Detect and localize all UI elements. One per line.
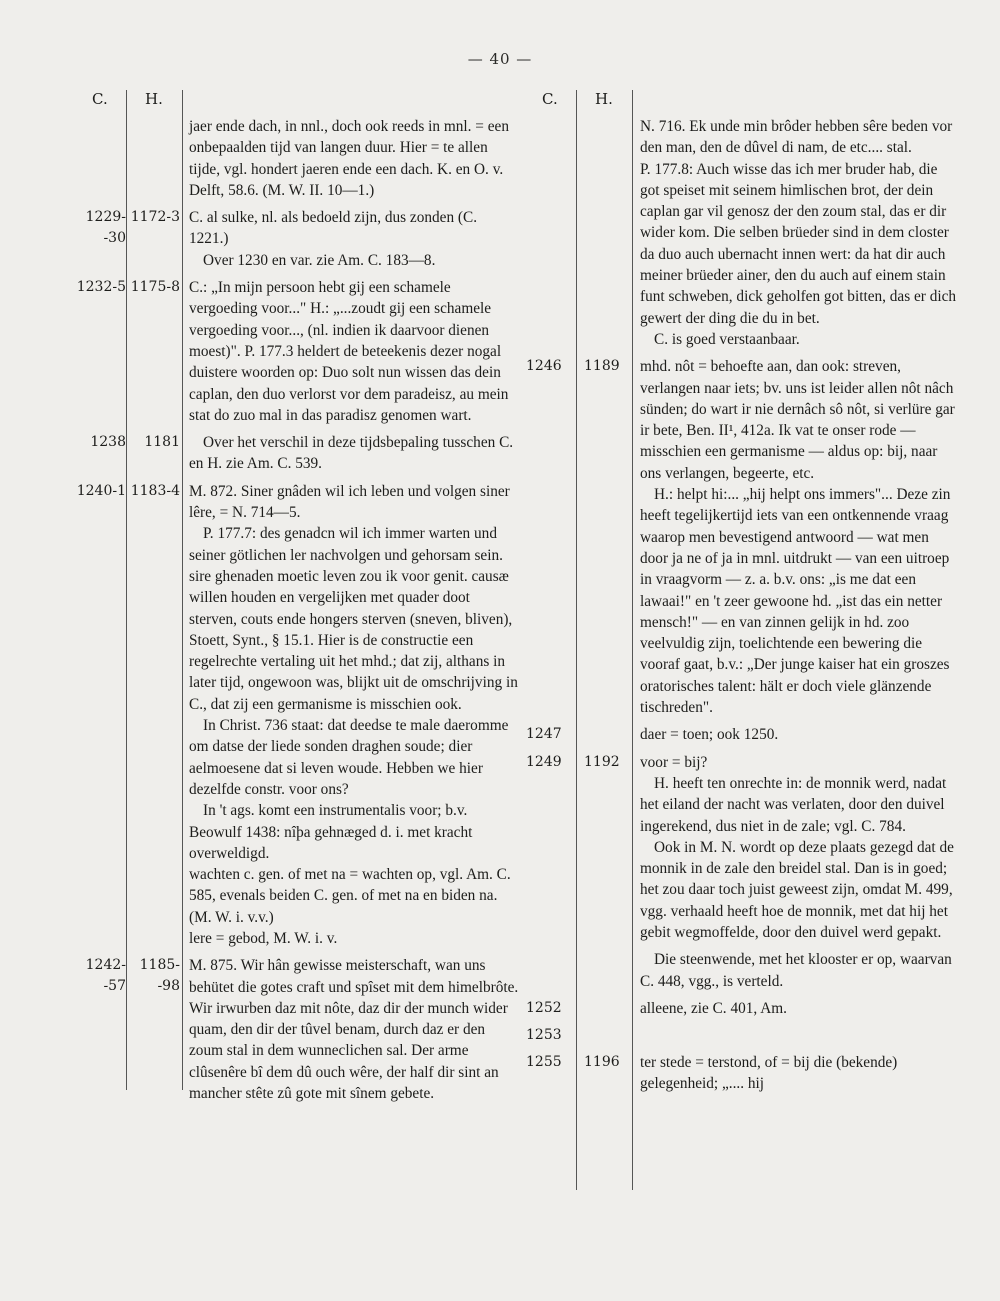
entry-text: [640, 1052, 960, 1095]
c-line-number: 1238: [90, 434, 126, 451]
entry-text: [189, 116, 520, 201]
paragraph: alleene, zie C. 401, Am.: [640, 999, 787, 1017]
c-line-number: 1247: [526, 726, 562, 743]
c-line-number: 1246: [526, 358, 562, 375]
paragraph: M. 875. Wir hân gewisse meisterschaft, wan uns behütet die gotes craft und spîset mit dem himelbrôte. Wir irwurben daz mit nôte, daz dir der munch wider quam, den dir der tûvel benam, durch daz er den zoum stal in dem wunneclichen sal. Der arme clûsenêre bî dem dû ouch wêre, der half dir sint an mancher stête zû gote mit sînem gebete.: [189, 957, 519, 1103]
entry: [522, 1052, 960, 1095]
entry-text: [640, 752, 960, 992]
entry-text: [189, 955, 520, 1104]
h-line-number: 1181: [144, 434, 180, 451]
h-line-number: 1185- -98: [139, 957, 180, 995]
paragraph: In 't ags. komt een instrumentalis voor; b.v. Beowulf 1438: nîþa gehnæged d. i. met kracht overweldigd.: [189, 802, 473, 862]
paragraph: sire ghenaden moetic leven zou ik voor genit. causæ willen houden en vergelijken met quader doot sterven, couts ende hongers sterven (sneven, bliven), Stoett, Synt., § 15.1. Hier is de constructie een regelrechte vertaling uit het mhd.; dat zij, althans in later tijd, ongewoon was, blijkt uit de omschrijving in C., dat zij een germanisme is misschien ook.: [189, 567, 518, 713]
paragraph: In Christ. 736 staat: dat deedse te male daeromme om datse der liede sonden draghen soude; dier aelmoesene dat si leven woude. Hebben we hier dezelfde constr. voor ons?: [189, 717, 509, 798]
entry: [522, 356, 960, 718]
paragraph: C. al sulke, nl. als bedoeld zijn, dus zonden (C. 1221.): [189, 209, 478, 248]
h-line-number: 1196: [584, 1054, 620, 1071]
c-line-number: 1232-5: [76, 279, 126, 296]
entry: [70, 277, 520, 426]
paragraph: Ook in M. N. wordt op deze plaats gezegd dat de monnik in de zale den breidel stal. Dan is in goed; het zou daar toch juist geweest zijn, omdat M. 499, vgg. verhaald heeft hoe de monnik, met dat hij het gebit wegmoffelde, door den duivel werd gepakt.: [640, 838, 954, 941]
header-h: H.: [595, 90, 613, 108]
entry: [522, 752, 960, 992]
entry: [522, 116, 960, 350]
h-line-number: 1172-3: [130, 209, 180, 226]
paragraph: Over 1230 en var. zie Am. C. 183—8.: [203, 251, 436, 269]
entry: [70, 481, 520, 950]
paragraph: P. 177.7: des genadcn wil ich immer warten und seiner götlichen ler nachvolgen und gehorsam sein.: [189, 525, 503, 564]
entry-text: [640, 998, 960, 1019]
c-line-number: 1249: [526, 753, 562, 770]
entry: [522, 998, 960, 1019]
paragraph: P. 177.8: Auch wisse das ich mer bruder hab, die got speiset mit seinem himlischen brot, der dein caplan gar vil genosz der den zoum stal, das er dir wider kom. Die selben brüeder sind in dem closter da duo auch ubernacht innen wert: da hat dir auch meiner brüeder ainer, den du auch auf einem stain funt schweben, dick geholfen got bitten, das er dich gewert der ding die du in bet.: [640, 160, 957, 327]
entry: [70, 955, 520, 1104]
h-line-number: 1189: [584, 358, 620, 375]
paragraph: ter stede = terstond, of = bij die (bekende) gelegenheid; „.... hij: [640, 1054, 898, 1093]
paragraph: lere = gebod, M. W. i. v.: [189, 929, 338, 947]
paragraph: H. heeft ten onrechte in: de monnik werd, nadat het eiland der nacht was verlaten, door den duivel ingerekend, dus niet in de zale; vgl. C. 784.: [640, 774, 947, 835]
c-line-number: 1229- -30: [85, 209, 126, 247]
entry: [70, 432, 520, 475]
paragraph: M. 872. Siner gnâden wil ich leben und volgen siner lêre, = N. 714—5.: [189, 482, 510, 522]
entry-text: [640, 116, 960, 350]
header-c: C.: [542, 90, 558, 108]
header-h: H.: [145, 90, 163, 108]
paragraph: N. 716. Ek unde min brôder hebben sêre beden vor den man, den de dûvel di nam, de etc.... stal.: [640, 118, 953, 157]
column-header: [522, 90, 960, 116]
c-line-number: 1253: [526, 1027, 562, 1044]
column-header: [70, 90, 520, 116]
c-line-number: 1255: [526, 1054, 562, 1071]
paragraph: wachten c. gen. of met na = wachten op, vgl. Am. C. 585, evenals beiden C. gen. of met na en biden na. (M. W. i. v.v.): [189, 866, 511, 926]
entry-text: [189, 481, 520, 950]
paragraph: mhd. nôt = behoefte aan, dan ook: streven, verlangen naar iets; bv. uns ist leider allen nôt nâch sünden; do wart ir nie dernâch sô nôt, si verlüre gar ir bete, Ben. II¹, 412a. Ik vat te onser rode — misschien een germanisme — aldus op: bij, naar ons verlangen, begeerte, etc.: [640, 358, 955, 482]
paragraph: voor = bij?: [640, 753, 708, 771]
h-line-number: 1175-8: [130, 279, 180, 296]
entry-text: [189, 432, 520, 475]
h-line-number: 1183-4: [130, 482, 180, 499]
entry: [70, 207, 520, 271]
c-line-number: 1252: [526, 999, 562, 1016]
paragraph: C.: „In mijn persoon hebt gij een schamele vergoeding voor..." H.: „...zoudt gij een schamele vergoeding voor..., (nl. indien ik daarvoor dienen moest)". P. 177.3 heldert de beteekenis dezer nogal duistere woorden op: Duo solt nun wissen das dein caplan, den duo verlorst vor dem paradeisz, au mein stat do zuo mal in das paradisz genomen wart.: [189, 279, 509, 424]
paragraph: Over het verschil in deze tijdsbepaling tusschen C. en H. zie Am. C. 539.: [189, 434, 514, 473]
right-column: [522, 90, 960, 1095]
h-line-number: 1192: [584, 753, 620, 770]
entry-text: [640, 724, 960, 745]
entry: [70, 116, 520, 201]
left-column: [70, 90, 520, 1104]
entry-text: [189, 207, 520, 271]
paragraph: daer = toen; ook 1250.: [640, 726, 779, 744]
header-c: C.: [92, 90, 108, 108]
c-line-number: 1242- -57: [85, 957, 126, 995]
c-line-number: 1240-1: [76, 482, 126, 499]
entry: [522, 724, 960, 745]
paragraph: H.: helpt hi:... „hij helpt ons immers"... Deze zin heeft tegelijkertijd iets van een ontkennende vraag waarop men bevestigend antwoord — wat men door ja ne of ja in mnl. uitdrukt — van een uitroep in vraagvorm — z. a. b.v. ons: „is me dat een lawaai!" en 't zeer gewoone hd. „ist das ein netter mensch!" — en van zinnen gelijk in hd. zoo veelvuldig zijn, toelichtende een bewering die vooraf gaat, b.v.: „Der junge kaiser hat ein groszes oratorisches talent: hält er doch viele glänzende tischreden".: [640, 486, 951, 717]
entry: [522, 1025, 960, 1046]
paragraph: Die steenwende, met het klooster er op, waarvan C. 448, vgg., is verteld.: [640, 951, 952, 990]
paragraph: jaer ende dach, in nnl., doch ook reeds in mnl. = een onbepaalden tijd van langen duur. Hier = te allen tijde, vgl. hondert jaeren ende een dach. K. en O. v. Delft, 58.6. (M. W. II. 10—1.): [189, 118, 509, 199]
entry-text: [189, 277, 520, 426]
page-number: — 40 —: [467, 50, 533, 68]
entry-text: [640, 356, 960, 718]
paragraph: C. is goed verstaanbaar.: [654, 330, 800, 348]
